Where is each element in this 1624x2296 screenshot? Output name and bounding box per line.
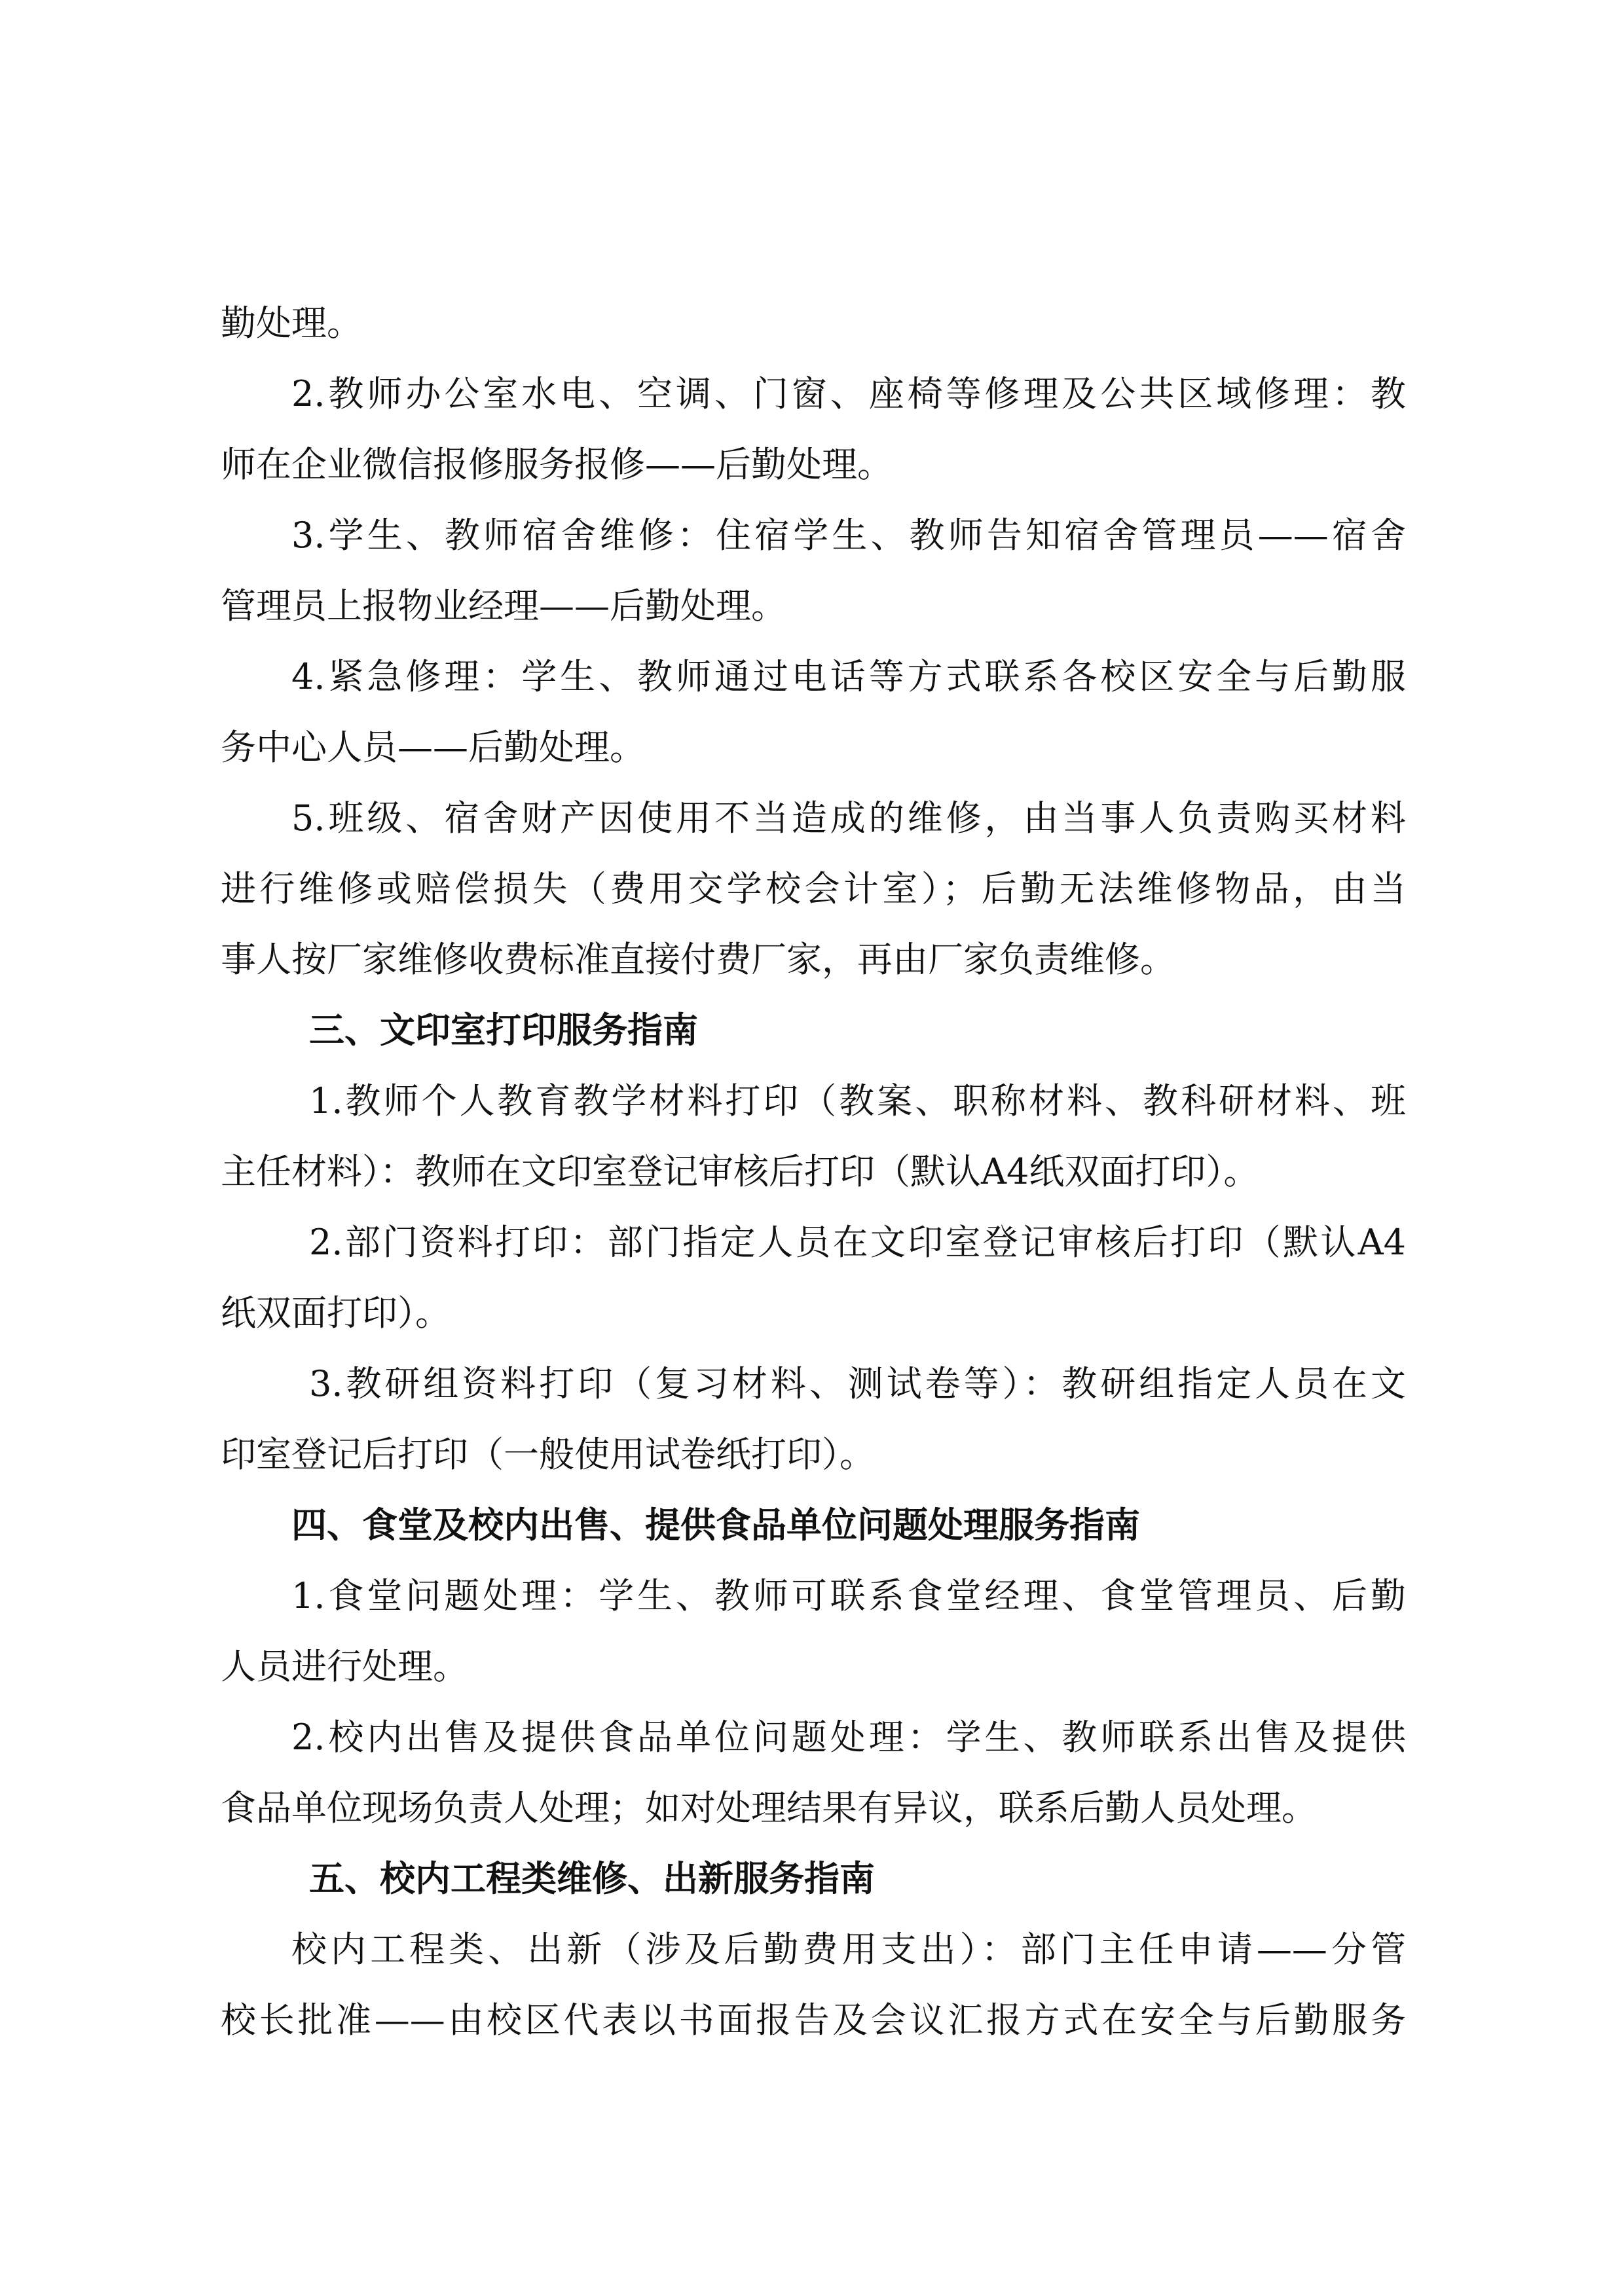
paragraph-line: 印室登记后打印（一般使用试卷纸打印）。 xyxy=(221,1434,875,1475)
paragraph-line: 2.校内出售及提供食品单位问题处理：学生、教师联系出售及提供 xyxy=(291,1717,1406,1758)
section-heading: 五、校内工程类维修、出新服务指南 xyxy=(309,1858,875,1899)
paragraph-line: 务中心人员——后勤处理。 xyxy=(221,727,645,768)
document-body xyxy=(221,288,1406,2056)
paragraph-line: 2.部门资料打印：部门指定人员在文印室登记审核后打印（默认A4 xyxy=(309,1222,1406,1263)
paragraph-line: 2.教师办公室水电、空调、门窗、座椅等修理及公共区域修理：教 xyxy=(291,373,1406,414)
paragraph-line: 勤处理。 xyxy=(221,302,362,344)
paragraph-line: 1.食堂问题处理：学生、教师可联系食堂经理、食堂管理员、后勤 xyxy=(291,1575,1406,1616)
paragraph-line: 3.教研组资料打印（复习材料、测试卷等）：教研组指定人员在文 xyxy=(309,1363,1406,1404)
paragraph-line: 管理员上报物业经理——后勤处理。 xyxy=(221,585,786,627)
paragraph-line: 人员进行处理。 xyxy=(221,1646,468,1687)
paragraph-line: 校内工程类、出新（涉及后勤费用支出）：部门主任申请——分管 xyxy=(291,1929,1406,1970)
paragraph-line: 校长批准——由校区代表以书面报告及会议汇报方式在安全与后勤服务 xyxy=(221,1999,1406,2041)
paragraph-line: 事人按厂家维修收费标准直接付费厂家，再由厂家负责维修。 xyxy=(221,939,1175,980)
section-heading: 三、文印室打印服务指南 xyxy=(309,1010,698,1051)
paragraph-line: 食品单位现场负责人处理；如对处理结果有异议，联系后勤人员处理。 xyxy=(221,1787,1317,1829)
section-heading: 四、食堂及校内出售、提供食品单位问题处理服务指南 xyxy=(291,1504,1140,1546)
paragraph-line: 师在企业微信报修服务报修——后勤处理。 xyxy=(221,444,893,485)
paragraph-line: 5.班级、宿舍财产因使用不当造成的维修，由当事人负责购买材料 xyxy=(291,797,1406,839)
paragraph-line: 主任材料）：教师在文印室登记审核后打印（默认A4纸双面打印）。 xyxy=(221,1151,1259,1192)
paragraph-line: 3.学生、教师宿舍维修：住宿学生、教师告知宿舍管理员——宿舍 xyxy=(291,515,1406,556)
paragraph-line: 4.紧急修理：学生、教师通过电话等方式联系各校区安全与后勤服 xyxy=(291,656,1406,697)
paragraph-line: 进行维修或赔偿损失（费用交学校会计室）；后勤无法维修物品，由当 xyxy=(221,868,1406,909)
paragraph-line: 1.教师个人教育教学材料打印（教案、职称材料、教科研材料、班 xyxy=(309,1080,1406,1121)
paragraph-line: 纸双面打印）。 xyxy=(221,1292,451,1334)
